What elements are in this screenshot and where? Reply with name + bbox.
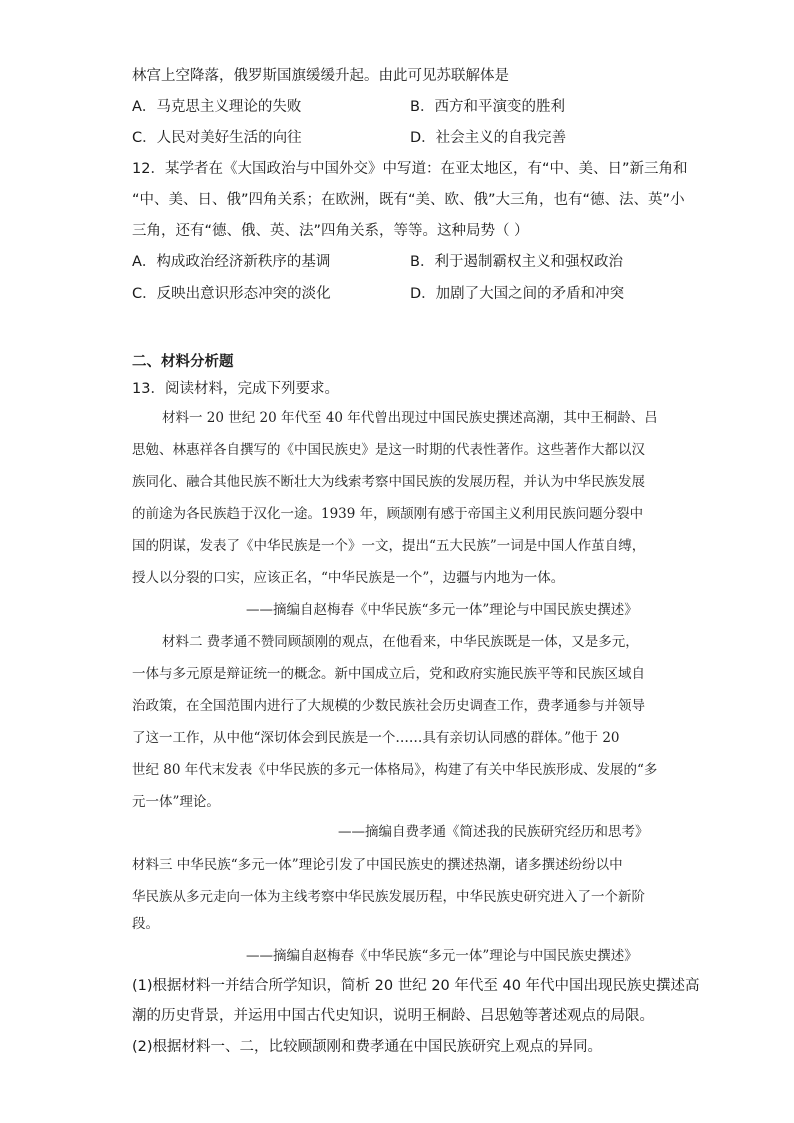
q12-stem-line-2: “中、美、日、俄”四角关系；在欧洲，既有“美、欧、俄”大三角，也有“德、法、英”小 (132, 192, 685, 208)
section-title: 二、材料分析题 (132, 354, 234, 370)
material1-line-2: 思勉、林惠祥各自撰写的《中国民族史》是这一时期的代表性著作。这些著作大都以汉 (132, 442, 645, 458)
material2-line-1: 材料二 费孝通不赞同顾颉刚的观点，在他看来，中华民族既是一体，又是多元， (162, 634, 639, 650)
q12-option-a: A．构成政治经济新秩序的基调 (132, 254, 331, 270)
q11-option-a: A．马克思主义理论的失败 (132, 99, 302, 115)
material1-line-1: 材料一 20 世纪 20 年代至 40 年代曾出现过中国民族史撰述高潮，其中王桐龄、吕 (162, 410, 658, 426)
q12-option-b: B．利于遏制霸权主义和强权政治 (410, 254, 623, 270)
material3-line-1: 材料三 中华民族“多元一体”理论引发了中国民族史的撰述热潮，诸多撰述纷纷以中 (132, 857, 623, 873)
q11-option-d: D．社会主义的自我完善 (410, 130, 567, 146)
material2-line-2: 一体与多元原是辩证统一的概念。新中国成立后，党和政府实施民族平等和民族区域自 (132, 666, 645, 682)
material1-line-3: 族同化、融合其他民族不断壮大为线索考察中国民族的发展历程，并认为中华民族发展 (132, 474, 645, 490)
question-2: (2)根据材料一、二，比较顾颉刚和费孝通在中国民族研究上观点的异同。 (132, 1039, 603, 1055)
q11-option-c: C．人民对美好生活的向往 (132, 130, 302, 146)
material1-line-4: 的前途为各民族趋于汉化一途。1939 年，顾颉刚有感于帝国主义利用民族问题分裂中 (132, 506, 644, 522)
material3-source: ——摘编自赵梅春《中华民族“多元一体”理论与中国民族史撰述》 (246, 948, 638, 964)
material2-line-4: 了这一工作，从中他“深切体会到民族是一个……具有亲切认同感的群体。”他于 20 (132, 730, 620, 746)
material3-line-2: 华民族从多元走向一体为主线考察中华民族发展历程，中华民族史研究进入了一个新阶 (132, 889, 645, 905)
q11-stem-tail: 林宫上空降落，俄罗斯国旗缓缓升起。由此可见苏联解体是 (132, 68, 509, 84)
material3-line-3: 段。 (132, 916, 159, 932)
material1-source: ——摘编自赵梅春《中华民族“多元一体”理论与中国民族史撰述》 (246, 602, 638, 618)
material2-source: ——摘编自费孝通《简述我的民族研究经历和思考》 (338, 824, 649, 840)
question-1-line-2: 潮的历史背景，并运用中国古代史知识，说明王桐龄、吕思勉等著述观点的局限。 (132, 1008, 654, 1024)
q12-option-d: D．加剧了大国之间的矛盾和冲突 (410, 286, 625, 302)
material2-line-6: 元一体”理论。 (132, 794, 220, 810)
q12-stem-line-1: 12．某学者在《大国政治与中国外交》中写道：在亚太地区，有“中、美、日”新三角和 (132, 161, 688, 177)
material2-line-3: 治政策，在全国范围内进行了大规模的少数民族社会历史调查工作，费孝通参与并领导 (132, 698, 645, 714)
q12-stem-line-3: 三角，还有“德、俄、英、法”四角关系，等等。这种局势（ ） (132, 223, 529, 239)
material2-line-5: 世纪 80 年代末发表《中华民族的多元一体格局》，构建了有关中华民族形成、发展的“多 (132, 762, 658, 778)
q13-intro: 13．阅读材料，完成下列要求。 (132, 381, 339, 397)
question-1-line-1: (1)根据材料一并结合所学知识，简析 20 世纪 20 年代至 40 年代中国出现民族史撰述高 (132, 978, 700, 994)
q12-option-c: C．反映出意识形态冲突的淡化 (132, 286, 331, 302)
material1-line-5: 国的阴谋，发表了《中华民族是一个》一文，提出“五大民族”一词是中国人作茧自缚， (132, 538, 646, 554)
material1-line-6: 授人以分裂的口实，应该正名，“中华民族是一个”，边疆与内地为一体。 (132, 570, 565, 586)
q11-option-b: B．西方和平演变的胜利 (410, 99, 565, 115)
